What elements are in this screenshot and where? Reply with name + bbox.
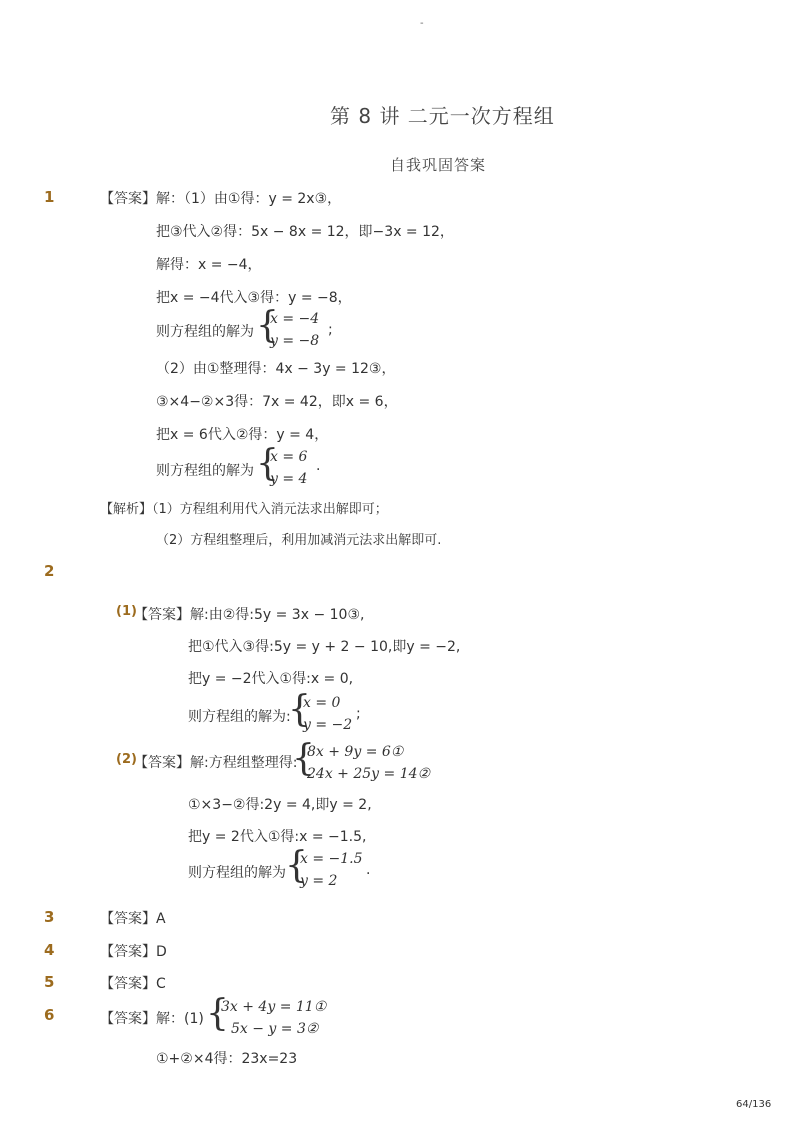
q2-solution-label: 则方程组的解为: bbox=[188, 709, 291, 725]
left-brace: { bbox=[285, 845, 308, 886]
q2-p1-end: ; bbox=[356, 706, 361, 722]
system-row: x = 6 bbox=[270, 449, 308, 465]
system-row: 8x + 9y = 6① bbox=[307, 744, 404, 760]
system-row: 24x + 25y = 14② bbox=[307, 766, 431, 782]
q1-analysis: 【解析】（1）方程组利用代入消元法求出解即可； bbox=[100, 502, 388, 517]
section-subtitle: 自我巩固答案 bbox=[390, 156, 487, 174]
page-number: 64/136 bbox=[736, 1099, 772, 1110]
q2-step: ①×3−②得:2y = 4,即y = 2, bbox=[188, 797, 372, 813]
q6-step: ①+②×4得：23x=23 bbox=[156, 1051, 298, 1067]
system-row: y = −8 bbox=[270, 333, 320, 349]
system-row: x = −1.5 bbox=[300, 851, 363, 867]
q2-solution-label: 则方程组的解为 bbox=[188, 865, 286, 881]
q1-solution-label: 则方程组的解为 bbox=[156, 463, 254, 479]
q6-equation-system bbox=[221, 996, 326, 1040]
system-row: y = −2 bbox=[303, 717, 353, 733]
q1-solution-system-1 bbox=[270, 308, 319, 352]
q4-answer: 【答案】D bbox=[100, 944, 167, 960]
question-number-3: 3 bbox=[44, 908, 55, 926]
system-row: y = 4 bbox=[270, 471, 308, 487]
q1-step: 把③代入②得：5x − 8x = 12，即−3x = 12， bbox=[156, 224, 454, 240]
page-title: 第 8 讲 二元一次方程组 bbox=[330, 104, 555, 128]
q1-sol2-end: . bbox=[316, 458, 321, 474]
q1-answer-line: 【答案】解：（1）由①得：y = 2x③， bbox=[100, 191, 342, 207]
q1-solution-label: 则方程组的解为 bbox=[156, 324, 254, 340]
q2-p2-end: . bbox=[366, 862, 371, 878]
system-row: x = −4 bbox=[270, 311, 320, 327]
left-brace: { bbox=[288, 689, 311, 730]
q1-step: （2）由①整理得：4x − 3y = 12③， bbox=[156, 361, 396, 377]
system-row: 3x + 4y = 11① bbox=[221, 999, 327, 1015]
q2-part-label-1: (1) bbox=[116, 604, 137, 619]
system-row: 5x − y = 3② bbox=[231, 1021, 319, 1037]
q1-step: ③×4−②×3得：7x = 42，即x = 6， bbox=[156, 394, 398, 410]
q2-answer-line: 【答案】解:方程组整理得: bbox=[134, 755, 298, 771]
question-number-5: 5 bbox=[44, 973, 55, 991]
header-mark: - bbox=[420, 18, 424, 29]
q1-step: 把x = 6代入②得：y = 4， bbox=[156, 427, 329, 443]
system-row: y = 2 bbox=[300, 873, 338, 889]
q2-solution-system-1 bbox=[303, 692, 352, 736]
system-row: x = 0 bbox=[303, 695, 341, 711]
left-brace: { bbox=[256, 443, 279, 484]
q2-part-label-2: (2) bbox=[116, 752, 137, 767]
q2-answer-line: 【答案】解:由②得:5y = 3x − 10③, bbox=[134, 607, 365, 623]
q2-solution-system-2 bbox=[300, 848, 363, 892]
left-brace: { bbox=[292, 738, 315, 779]
q1-step: 把x = −4代入③得：y = −8， bbox=[156, 290, 352, 306]
q2-step: 把y = 2代入①得:x = −1.5, bbox=[188, 829, 367, 845]
q2-equation-system bbox=[307, 741, 430, 785]
q1-analysis: （2）方程组整理后，利用加减消元法求出解即可. bbox=[156, 533, 442, 548]
q2-step: 把①代入③得:5y = y + 2 − 10,即y = −2, bbox=[188, 639, 461, 655]
question-number-4: 4 bbox=[44, 941, 55, 959]
question-number-2: 2 bbox=[44, 562, 55, 580]
question-number-6: 6 bbox=[44, 1006, 55, 1024]
q1-step: 解得：x = −4， bbox=[156, 257, 262, 273]
q2-step: 把y = −2代入①得:x = 0, bbox=[188, 671, 354, 687]
q1-solution-system-2 bbox=[270, 446, 307, 490]
left-brace: { bbox=[206, 993, 229, 1034]
q6-answer-line: 【答案】解：(1) bbox=[100, 1011, 204, 1027]
q5-answer: 【答案】C bbox=[100, 976, 166, 992]
q1-sol1-end: ; bbox=[328, 322, 333, 338]
question-number-1: 1 bbox=[44, 188, 55, 206]
q3-answer: 【答案】A bbox=[100, 911, 166, 927]
left-brace: { bbox=[256, 305, 279, 346]
